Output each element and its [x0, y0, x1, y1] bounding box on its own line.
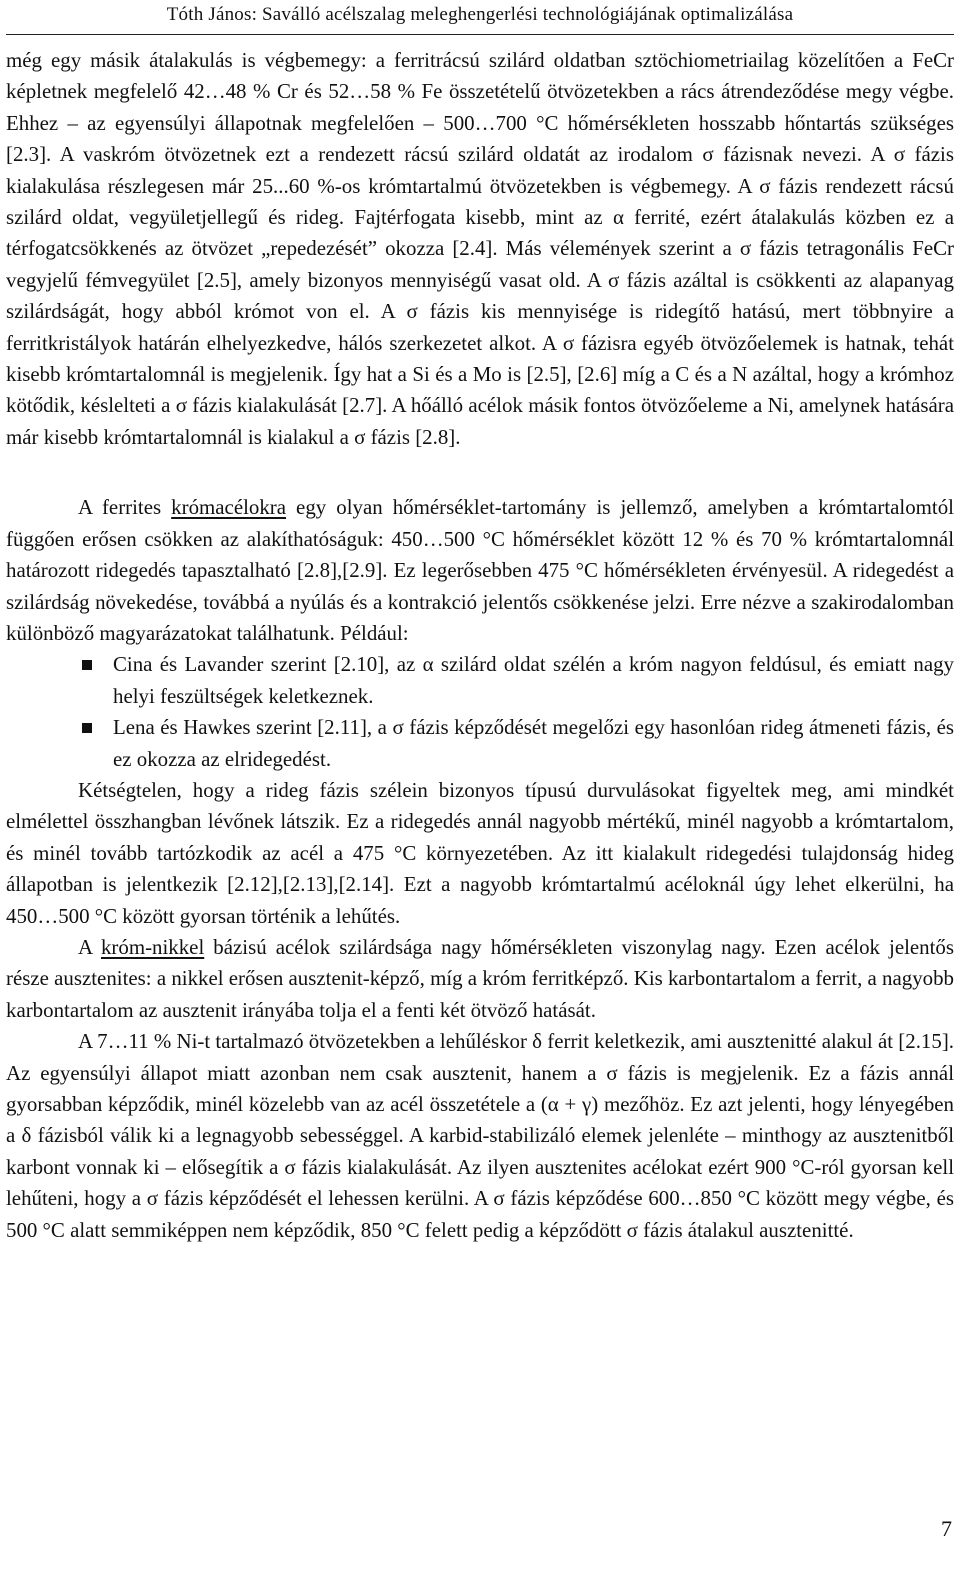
page-number: 7	[941, 1516, 952, 1541]
link-kromacelokra[interactable]: krómacélokra	[171, 495, 287, 520]
paragraph-gap	[6, 453, 954, 492]
bullet-list	[6, 649, 954, 775]
paragraph-surface-coarsening: Kétségtelen, hogy a rideg fázis szélein bizonyos típusú durvulásokat figyeltek meg, ami mindkét elmélettel összhangban lévőnek látszik. Ez a ridegedés annál nagyobb mértékű, minél nagyobb a krómtartalom, és minél tovább tartózkodik az acél a 475 °C környezetében. Az itt kialakult ridegedési tulajdonság hideg állapotban is jelentkezik [2.12],[2.13],[2.14]. Ezt a nagyobb krómtartalmú acéloknál úgy lehet elkerülni, ha 450…500 °C között gyorsan történik a lehűtés.	[6, 777, 954, 928]
paragraph-sigma-phase: még egy másik átalakulás is végbemegy: a ferritrácsú szilárd oldatban sztöchiometriailag közelítően a FeCr képletnek megfelelő 42…48 % Cr és 52…58 % Fe összetételű ötvözetekben a rács átrendeződése megy végbe. Ehhez – az egyensúlyi állapotnak megfelelően – 500…700 °C hőmérsékleten hosszabb hőntartás szükséges [2.3]. A vaskróm ötvözetnek ezt a rendezett rácsú szilárd oldatát az irodalom σ fázisnak nevezi. A σ fázis kialakulása részlegesen már 25...60 %-os krómtartalmú ötvözetekben is végbemegy. A σ fázis rendezett rácsú szilárd oldat, vegyületjellegű és rideg. Fajtérfogata kisebb, mint az α ferrité, ezért átalakulás közben ez a térfogatcsökkenés az ötvözet „repedezését” okozza [2.4]. Más vélemények szerint a σ fázis tetragonális FeCr vegyjelű fémvegyület [2.5], amely bizonyos mennyiségű vasat old. A σ fázis azáltal is csökkenti az alapanyag szilárdságát, hogy abból krómot von el. A σ fázis kis mennyisége is ridegítő hatású, mert többnyire a ferritkristályok határán elhelyezkedve, hálós szerkezetet alkot. A σ fázisra egyéb ötvözőelemek is hatnak, tehát kisebb krómtartalomnál is megjelenik. Így hat a Si és a Mo is [2.5], [2.6] míg a C és a N azáltal, hogy a krómhoz kötődik, késlelteti a σ fázis kialakulását [2.7]. A hőálló acélok másik fontos ötvözőeleme a Ni, amelynek hatására már kisebb krómtartalomnál is kialakul a σ fázis [2.8].	[6, 48, 954, 449]
square-bullet-icon	[82, 723, 92, 733]
list-item	[6, 649, 954, 712]
square-bullet-icon	[82, 660, 92, 670]
link-krom-nikkel[interactable]: króm-nikkel	[100, 934, 205, 959]
paragraph-text: bázisú acélok szilárdsága nagy hőmérsékleten viszonylag nagy. Ezen acélok jelentős része ausztenites: a nikkel erősen ausztenit-képző, míg a króm ferritképző. Kis karbontartalom a ferrit, a nagyobb karbontartalom az ausztenit irányába tolja el a fenti két ötvöző hatását.	[6, 934, 955, 1022]
paragraph-text: A	[78, 934, 101, 959]
running-header: Tóth János: Saválló acélszalag meleghengerlési technológiájának optimalizálása	[166, 4, 794, 25]
paragraph-ferritic-chromium	[6, 492, 954, 649]
header-divider	[6, 34, 954, 35]
list-item-text: Cina és Lavander szerint [2.10], az α szilárd oldat szélén a króm nagyon feldúsul, és emiatt nagy helyi feszültségek keletkeznek.	[113, 652, 954, 708]
paragraph-chromium-nickel	[6, 932, 954, 1026]
page-body	[6, 45, 954, 1246]
paragraph-text: A ferrites	[78, 495, 172, 520]
paragraph-nickel-delta-ferrite: A 7…11 % Ni-t tartalmazó ötvözetekben a lehűléskor δ ferrit keletkezik, ami ausztenitté alakul át [2.15]. Az egyensúlyi állapot miatt azonban nem csak ausztenit, hanem a σ fázis is megjelenik. Ez a fázis annál gyorsabban képződik, minél közelebb van az acél összetétele a (α + γ) mezőhöz. Ez azt jelenti, hogy lényegében a δ fázisból válik ki a legnagyobb sebességgel. A karbid-stabilizáló elemek jelenléte – minthogy az ausztenitből karbont vonnak ki – elősegítik a σ fázis kialakulását. Az ilyen ausztenites acélokat ezért 900 °C-ról gyorsan kell lehűteni, hogy a σ fázis képződését el lehessen kerülni. A σ fázis képződése 600…850 °C között megy végbe, és 500 °C alatt semmiképpen nem képződik, 850 °C felett pedig a képződött σ fázis átalakul ausztenitté.	[6, 1029, 954, 1242]
list-item	[6, 712, 954, 775]
list-item-text: Lena és Hawkes szerint [2.11], a σ fázis képződését megelőzi egy hasonlóan rideg átmeneti fázis, és ez okozza az elridegedést.	[113, 715, 954, 771]
paragraph-text: egy olyan hőmérséklet-tartomány is jellemző, amelyben a krómtartalomtól függően erősen csökken az alakíthatóságuk: 450…500 °C hőmérséklet között 12 % és 70 % krómtartalomnál határozott ridegedés tapasztalható [2.8],[2.9]. Ez legerősebben 475 °C hőmérsékleten érvényesül. A ridegedést a szilárdság növekedése, továbbá a nyúlás és a kontrakció jelentős csökkenése jelzi. Erre nézve a szakirodalomban különböző magyarázatokat találhatunk. Például:	[6, 495, 954, 645]
